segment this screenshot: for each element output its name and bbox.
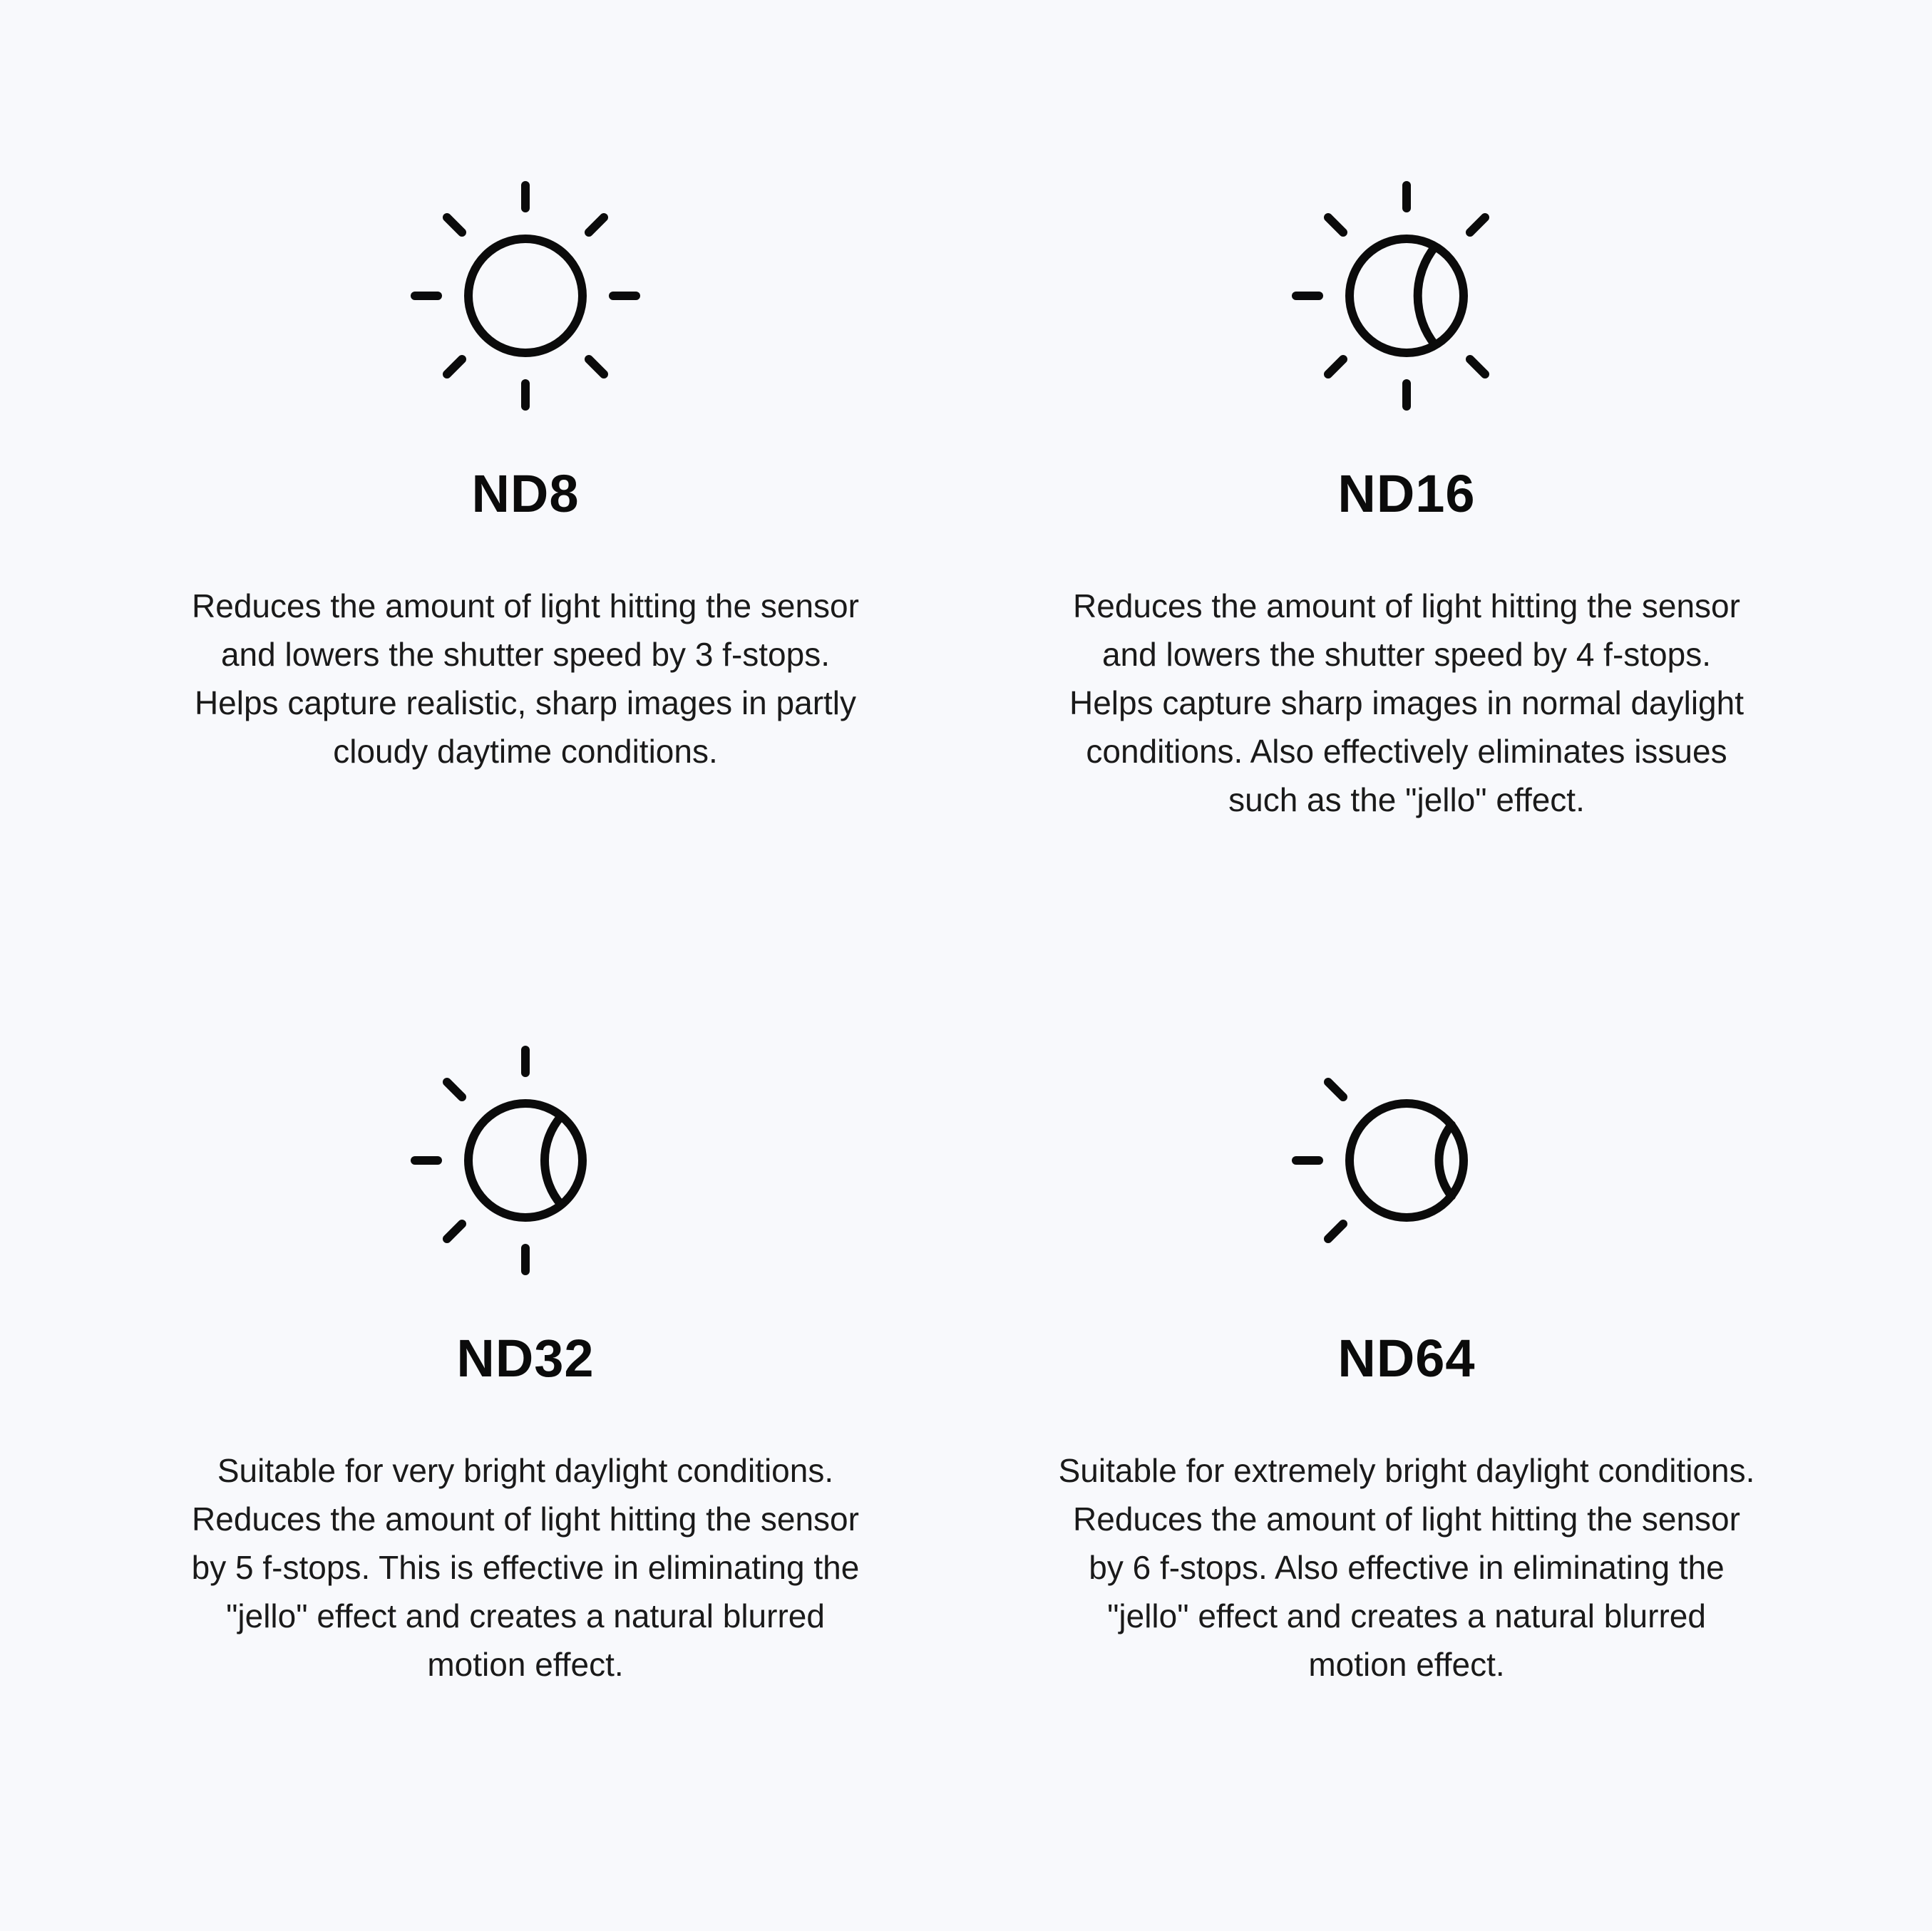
card-title: ND16 <box>1337 464 1476 523</box>
filter-card-nd8 <box>169 178 882 776</box>
card-description: Suitable for very bright daylight conditions. Reduces the amount of light hitting the sensor by 5 f-stops. This is effective in eliminating the "jello" effect and creates a natural blurred motion effect. <box>191 1452 860 1683</box>
card-title: ND8 <box>471 464 580 523</box>
sun-icon <box>408 178 643 413</box>
filter-card-nd16 <box>1050 178 1763 824</box>
card-description: Suitable for extremely bright daylight conditions. Reduces the amount of light hitting the sensor by 6 f-stops. Also effective in eliminating the "jello" effect and creates a natural blurred motion effect. <box>1058 1452 1755 1683</box>
sun-mostly-shaded-icon <box>1289 1043 1524 1278</box>
filter-card-nd64 <box>1050 1043 1763 1689</box>
card-description: Reduces the amount of light hitting the sensor and lowers the shutter speed by 4 f-stops. Helps capture sharp images in normal daylight conditions. Also effectively eliminates issues such as the "jello" effect. <box>1069 587 1745 818</box>
card-title: ND64 <box>1337 1329 1476 1388</box>
sun-partly-shaded-icon <box>1289 178 1524 413</box>
sun-half-shaded-icon <box>408 1043 643 1278</box>
card-description: Reduces the amount of light hitting the sensor and lowers the shutter speed by 3 f-stops. Helps capture realistic, sharp images in partly cloudy daytime conditions. <box>192 587 859 770</box>
filter-card-nd32 <box>169 1043 882 1689</box>
card-title: ND32 <box>456 1329 595 1388</box>
